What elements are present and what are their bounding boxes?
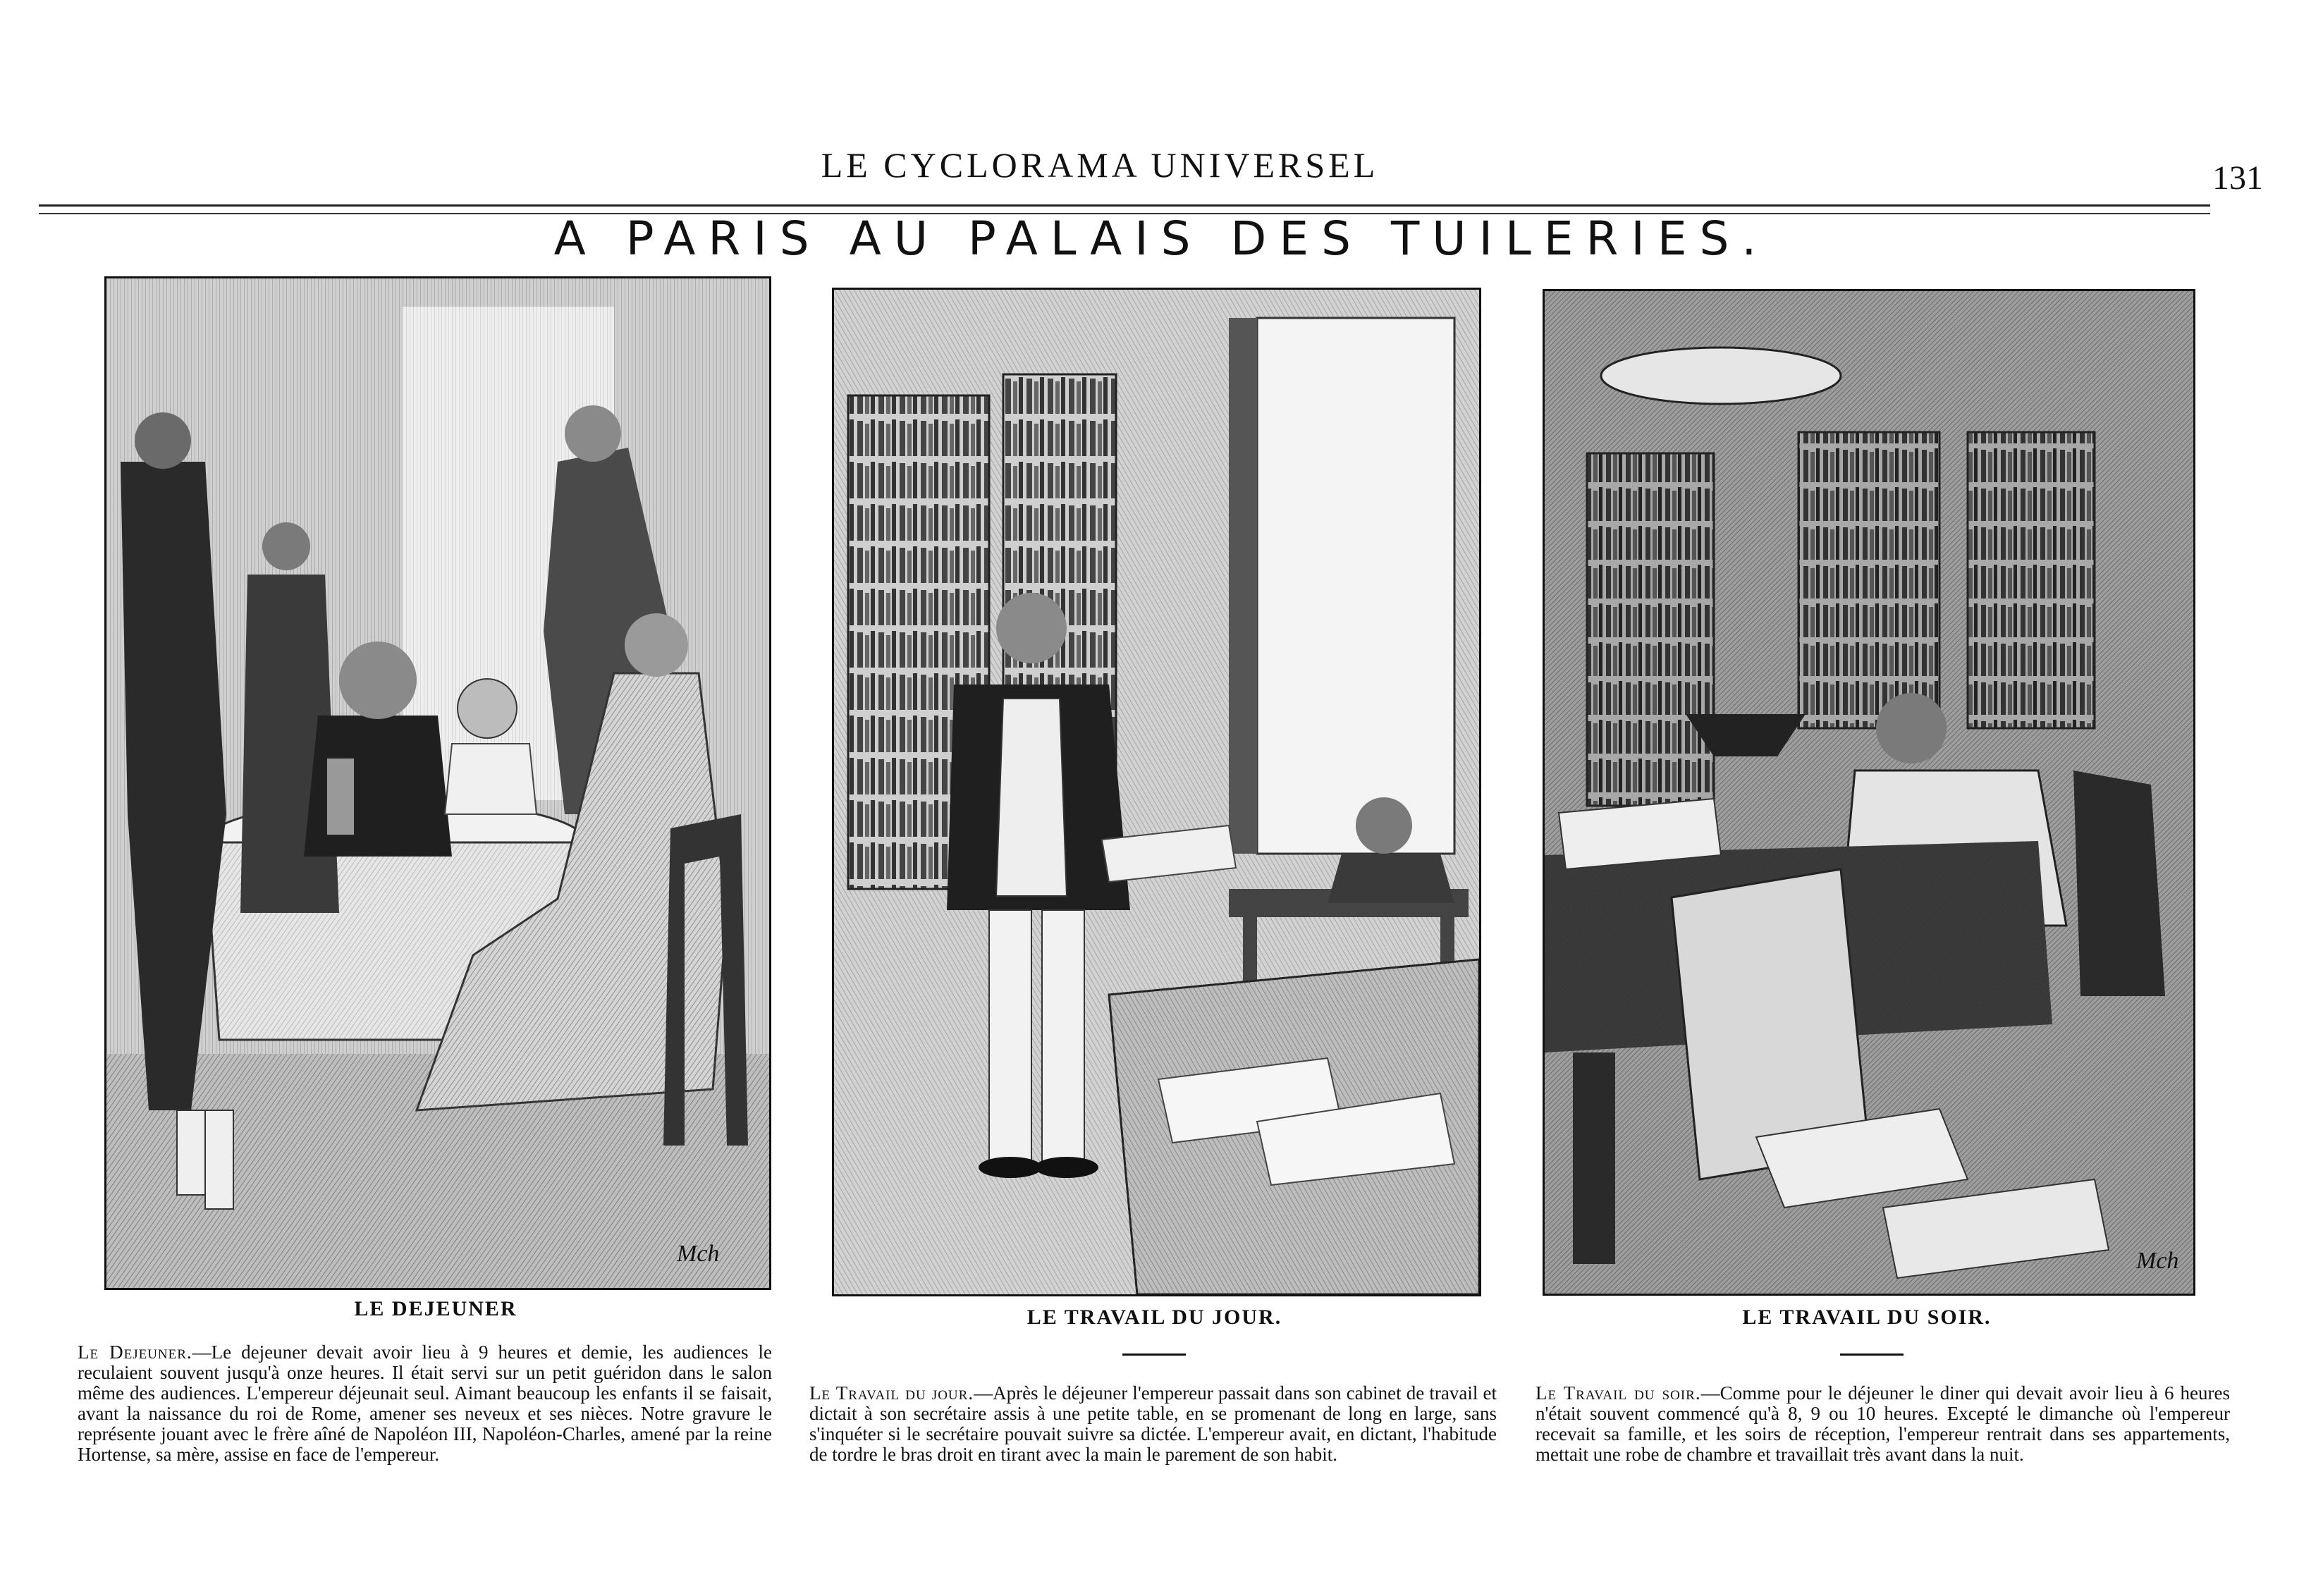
article-headline: A PARIS AU PALAIS DES TUILERIES. [553,211,1770,266]
article-text-dejeuner [78,1342,772,1465]
paragraph-body: —Le dejeuner devait avoir lieu à 9 heures et demie, les audiences le reculaient souvent jusqu'à onze heures. Il était servi sur un petit guéridon dans le salon même des audiences. L'empereur déjeunait seul. Aimant beaucoup les enfants il se faisait, avant la naissance du roi de Rome, amener ses neveux et ses nièces. Notre gravure le représente jouant avec le frère aîné de Napoléon III, Napoléon-Charles, amené par la reine Hortense, sa mère, assise en face de l'empereur. [78,1342,772,1465]
running-header [0,145,2323,197]
engraving-travail-du-soir-illustration [1545,291,2193,1294]
paragraph-lead: Le Travail du jour. [809,1382,974,1404]
artist-signature: Mch [677,1241,720,1267]
article-text-travail-du-soir [1536,1383,2230,1465]
engraving-dejeuner [104,276,771,1290]
paragraph-body: —Comme pour le déjeuner le diner qui devait avoir lieu à 6 heures n'était souvent commencé qu'à 8, 9 ou 10 heures. Excepté le dimanche où l'empereur recevait sa famille, et les soirs de réception, l'empereur rentrait dans ses appartements, mettait une robe de chambre et travaillait très avant dans la nuit. [1536,1382,2230,1465]
caption-rule [1840,1353,1904,1356]
caption-travail-du-soir: LE TRAVAIL DU SOIR. [1742,1306,1992,1329]
article-text-travail-du-jour [809,1383,1497,1465]
engraving-travail-du-jour [832,288,1481,1296]
caption-rule [1122,1353,1186,1356]
paragraph-body: —Après le déjeuner l'empereur passait dans son cabinet de travail et dictait à son secrétaire assis à une petite table, en se promenant de long en large, sans s'inquéter si le secrétaire pouvait suivre sa dictée. L'empereur avait, en dictant, l'habitude de tordre le bras droit en tirant avec la main le parement de son habit. [809,1382,1497,1465]
journal-title: LE CYCLORAMA UNIVERSEL [821,145,1379,185]
paragraph-lead: Le Dejeuner. [78,1342,192,1363]
engraving-travail-du-soir [1543,289,2195,1296]
header-rule [39,204,2210,207]
page-number: 131 [2212,159,2263,197]
caption-travail-du-jour: LE TRAVAIL DU JOUR. [1026,1306,1282,1329]
paragraph-lead: Le Travail du soir. [1536,1382,1701,1404]
engraving-travail-du-jour-illustration [834,290,1479,1294]
caption-dejeuner: LE DEJEUNER [354,1297,517,1320]
engraving-dejeuner-illustration [106,278,769,1288]
artist-signature: Mch [2136,1248,2179,1274]
